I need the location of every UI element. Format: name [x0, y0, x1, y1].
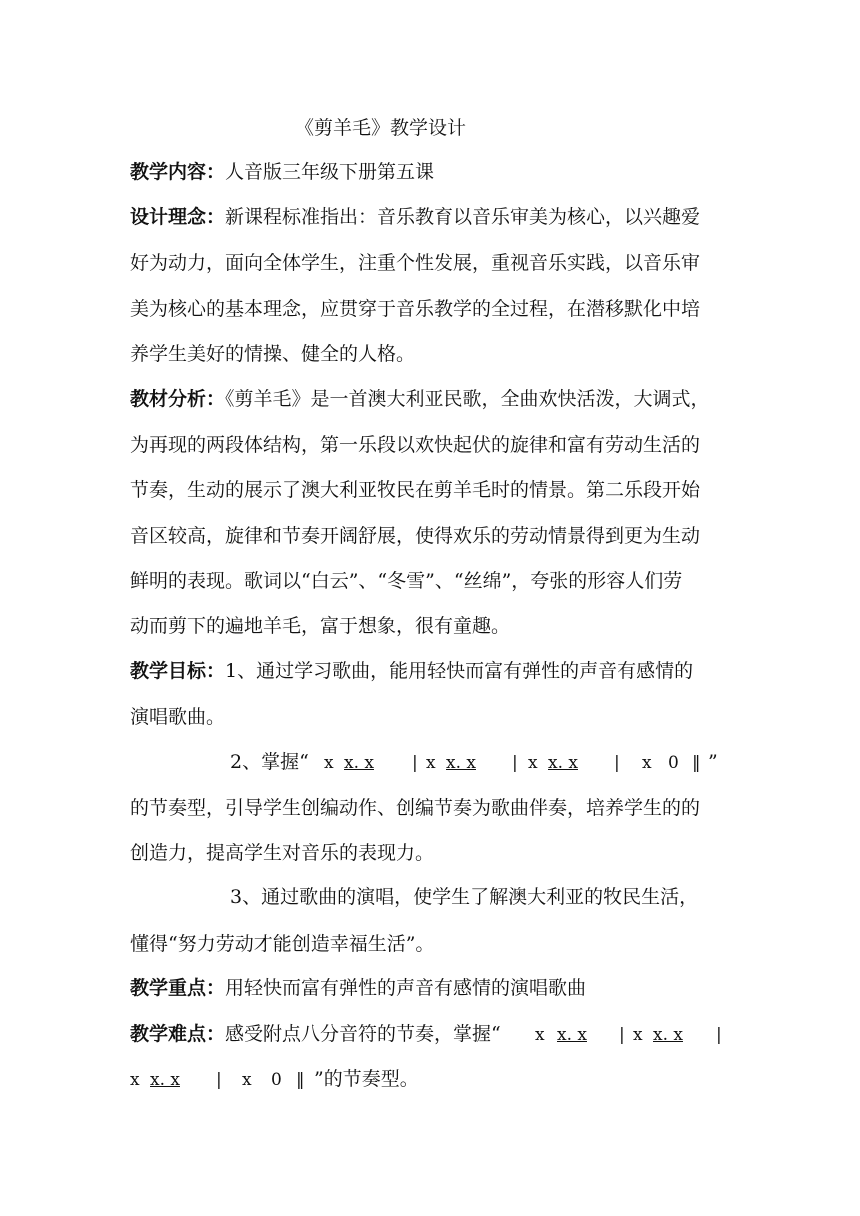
goal1-text-1: 1、通过学习歌曲，能用轻快而富有弹性的声音有感情的: [225, 660, 694, 682]
rhythm-x: x: [324, 753, 334, 773]
rhythm-rest: 0: [271, 1070, 282, 1090]
rhythm-x: x: [130, 1070, 140, 1090]
content-text: 人音版三年级下册第五课: [225, 161, 435, 183]
rhythm-dotted: x. x: [548, 753, 578, 773]
difficulty-prefix: 感受附点八分音符的节奏，掌握“: [225, 1023, 501, 1045]
rhythm-bar: |: [614, 753, 620, 773]
concept-line-1: [130, 205, 700, 229]
concept-line-2: 好为动力，面向全体学生，注重个性发展，重视音乐实践，以音乐审: [130, 252, 701, 274]
analysis-line-4: 音区较高，旋律和节奏开阔舒展，使得欢乐的劳动情景得到更为生动: [130, 525, 701, 547]
rhythm-x: x: [528, 753, 538, 773]
analysis-label: 教材分析：: [130, 388, 226, 410]
rhythm-x: x: [242, 1070, 252, 1090]
analysis-line-1: [130, 387, 710, 411]
rhythm-dotted: x. x: [150, 1070, 180, 1090]
rhythm-x: x: [535, 1025, 545, 1045]
analysis-line-3: 节奏，生动的展示了澳大利亚牧民在剪羊毛时的情景。第二乐段开始: [130, 479, 701, 501]
goals-line-1: [130, 659, 693, 683]
rhythm-bar: |: [512, 753, 518, 773]
analysis-line-5: 鲜明的表现。歌词以“白云”、“冬雪”、“丝绵”，夸张的形容人们劳: [130, 570, 683, 592]
content-section: [130, 160, 434, 184]
rhythm-x: x: [633, 1025, 643, 1045]
rhythm-end: ‖: [692, 753, 701, 773]
concept-label: 设计理念：: [130, 206, 226, 228]
rhythm-rest: 0: [668, 753, 679, 773]
goal3-line-2: 懂得“努力劳动才能创造幸福生活”。: [130, 933, 435, 955]
rhythm-dotted: x. x: [653, 1025, 683, 1045]
rhythm-dotted: x. x: [446, 753, 476, 773]
goal2-prefix: 2、掌握“: [230, 751, 309, 773]
analysis-text-1: 《剪羊毛》是一首澳大利亚民歌，全曲欢快活泼，大调式，: [225, 388, 710, 410]
goal2-line-2: 的节奏型，引导学生创编动作、创编节奏为歌曲伴奏，培养学生的的: [130, 797, 701, 819]
difficulty-suffix: ”的节奏型。: [314, 1068, 419, 1090]
concept-line-3: 美为核心的基本理念，应贯穿于音乐教学的全过程，在潜移默化中培: [130, 298, 701, 320]
analysis-line-2: 为再现的两段体结构，第一乐段以欢快起伏的旋律和富有劳动生活的: [130, 434, 701, 456]
rhythm-x: x: [642, 753, 652, 773]
focus-label: 教学重点：: [130, 977, 226, 999]
rhythm-bar: |: [716, 1025, 722, 1045]
focus-text: 用轻快而富有弹性的声音有感情的演唱歌曲: [225, 977, 587, 999]
goal3-line-1: 3、通过歌曲的演唱，使学生了解澳大利亚的牧民生活，: [230, 886, 699, 908]
rhythm-bar: |: [216, 1070, 222, 1090]
goal1-line-2: 演唱歌曲。: [130, 706, 226, 728]
rhythm-bar: |: [412, 753, 418, 773]
goal2-line-3: 创造力，提高学生对音乐的表现力。: [130, 842, 435, 864]
page-title: 《剪羊毛》教学设计: [295, 117, 467, 139]
concept-text-1: 新课程标准指出：音乐教育以音乐审美为核心，以兴趣爱: [225, 206, 701, 228]
rhythm-dotted: x. x: [344, 753, 374, 773]
rhythm-dotted: x. x: [557, 1025, 587, 1045]
rhythm-end: ‖: [296, 1070, 305, 1090]
goal2-suffix: ”: [708, 751, 718, 773]
analysis-line-6: 动而剪下的遍地羊毛，富于想象，很有童趣。: [130, 615, 511, 637]
rhythm-x: x: [426, 753, 436, 773]
difficulty-line-1: [130, 1022, 501, 1046]
rhythm-bar: |: [619, 1025, 625, 1045]
goals-label: 教学目标：: [130, 660, 226, 682]
content-label: 教学内容：: [130, 161, 226, 183]
focus-section: [130, 976, 586, 1000]
difficulty-label: 教学难点：: [130, 1023, 226, 1045]
concept-line-4: 养学生美好的情操、健全的人格。: [130, 343, 416, 365]
